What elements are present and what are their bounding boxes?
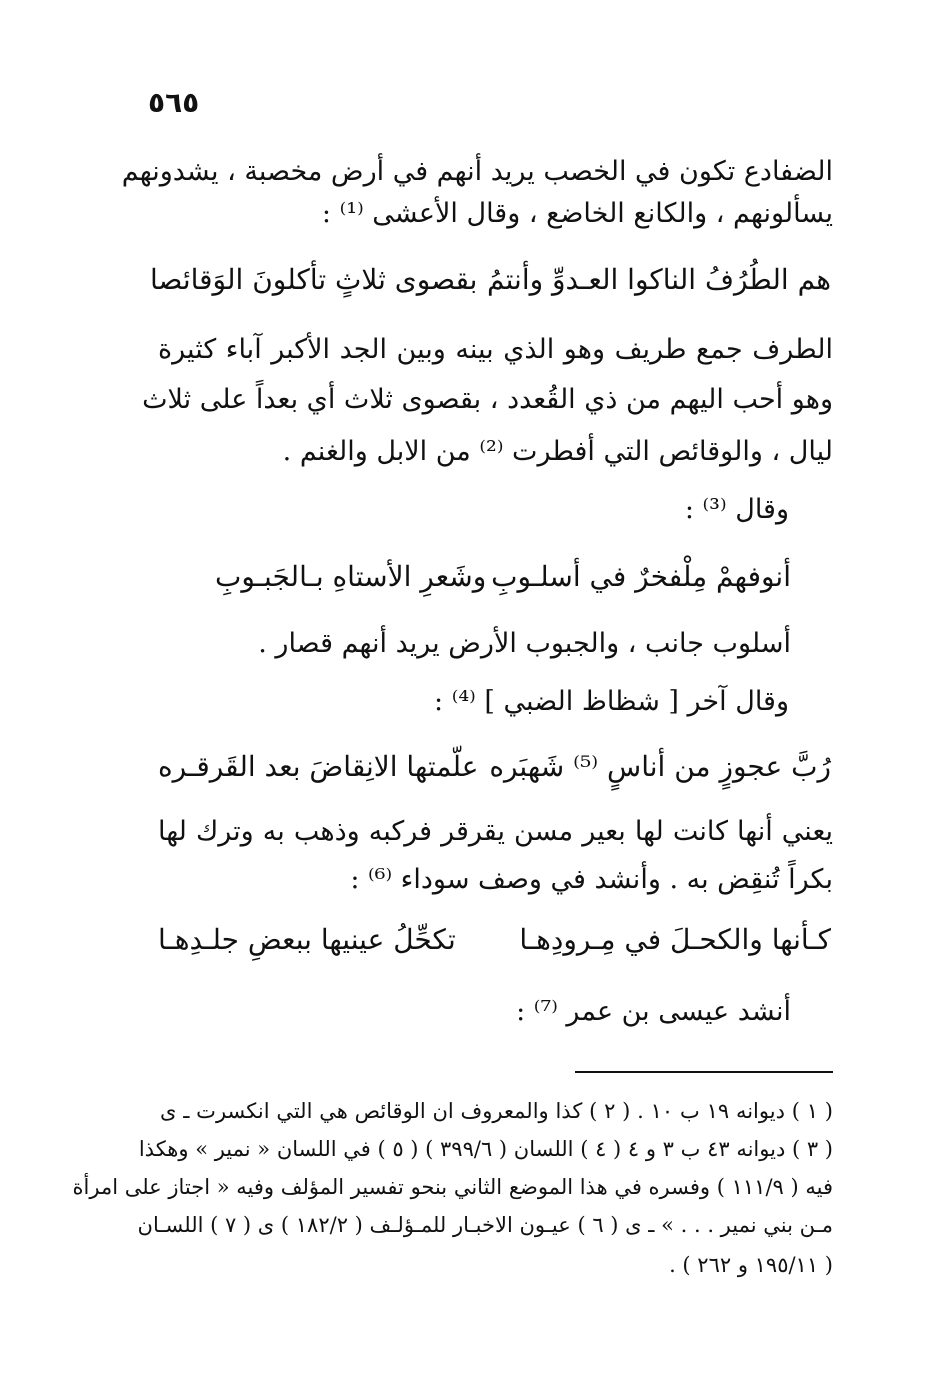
footnote-line-3: فيه ( ١١١/٩ ) وفسره في هذا الموضع الثاني بنحو تفسير المؤلف وفيه « اجتاز على امرأة <box>72 1175 833 1199</box>
text-line-4: وهو أحب اليهم من ذي القُعدد ، بقصوى ثلاث أي بعداً على ثلاث <box>142 384 833 415</box>
footnote-line-4: مـن بني نمير . . . » ـ ى ( ٦ ) عيـون الاخبـار للمـؤلـف ( ١٨٢/٢ ) ى ( ٧ ) اللسـان <box>137 1213 833 1237</box>
page-number: ٥٦٥ <box>148 86 200 119</box>
text-line-7: أسلوب جانب ، والجبوب الأرض يريد أنهم قصار . <box>258 628 791 659</box>
verse-3-second-hemistich: علّمتها الانِقاضَ بعد القَرقـره <box>158 750 479 783</box>
verse-4-first-hemistich: كـأنها والكحـلَ في مِـرودِهـا <box>519 923 831 956</box>
verse-1-second-hemistich: بقصوى ثلاثٍ تأكلونَ الوَقائصا <box>150 263 478 296</box>
verse-3-first-hemistich: رُبَّ عجوزٍ من أناسٍ ⁽⁵⁾ شَهبَره <box>489 750 831 783</box>
verse-2-first-hemistich: أنوفهمْ مِلْفخرٌ في أسلـوبِ <box>491 560 791 593</box>
footnote-line-2: ( ٣ ) ديوانه ٤٣ ب ٣ و ٤ ( ٤ ) اللسان ( ٣٩٩/٦ ) ( ٥ ) في اللسان « نمير » وهكذا <box>138 1137 833 1161</box>
text-line-3: الطرف جمع طريف وهو الذي بينه وبين الجد الأكبر آباء كثيرة <box>158 334 833 365</box>
verse-2-second-hemistich: وشَعرِ الأستاهِ بـالجَبـوبِ <box>215 560 487 593</box>
footnote-divider <box>575 1071 833 1073</box>
text-line-9: يعني أنها كانت لها بعير مسن يقرقر فركبه وذهب به وترك لها <box>158 816 833 847</box>
footnote-line-1: ( ١ ) ديوانه ١٩ ب ١٠ . ( ٢ ) كذا والمعروف ان الوقائص هي التي انكسرت ـ ى <box>160 1099 834 1123</box>
text-line-6: وقال ⁽³⁾ : <box>684 494 789 525</box>
text-line-1: الضفادع تكون في الخصب يريد أنهم في أرض مخصبة ، يشدونهم <box>121 156 833 187</box>
footnote-line-5: ( ١٩٥/١١ و ٢٦٢ ) . <box>669 1253 833 1277</box>
verse-1-first-hemistich: هم الطُرُفُ الناكوا العـدوِّ وأنتمُ <box>486 263 831 296</box>
text-line-8: وقال آخر [ شظاظ الضبي ] ⁽⁴⁾ : <box>434 686 789 717</box>
text-line-11: أنشد عيسى بن عمر ⁽⁷⁾ : <box>516 996 791 1027</box>
text-line-5: ليال ، والوقائص التي أفطرت ⁽²⁾ من الابل والغنم . <box>282 436 833 467</box>
text-line-2: يسألونهم ، والكانع الخاضع ، وقال الأعشى ⁽¹⁾ : <box>321 198 833 229</box>
text-line-10: بكراً تُنقِض به . وأنشد في وصف سوداء ⁽⁶⁾ : <box>350 864 833 895</box>
verse-4-second-hemistich: تكحِّلُ عينيها ببعضِ جلـدِهـا <box>158 923 456 956</box>
